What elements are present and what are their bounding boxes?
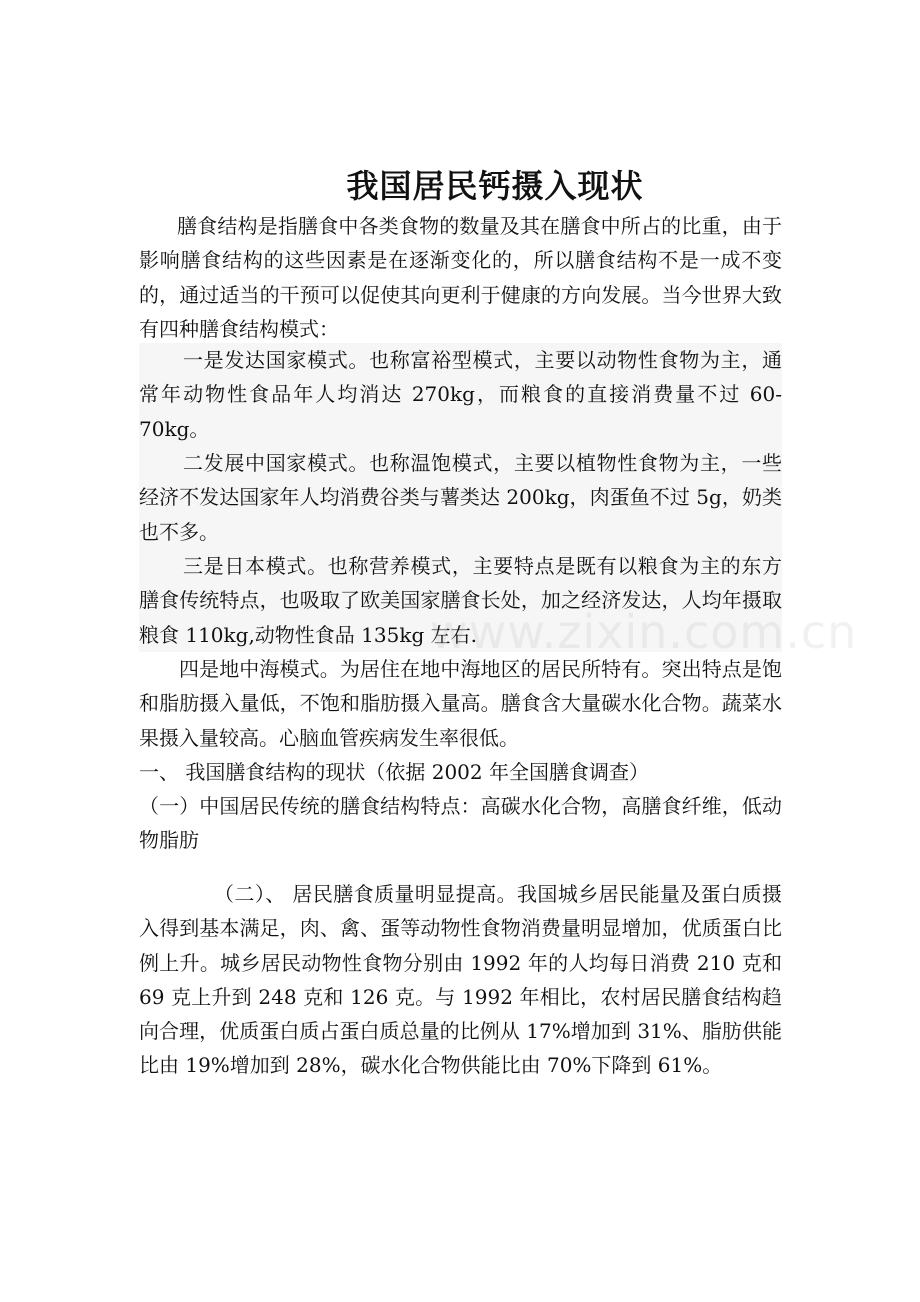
intro-paragraph: 膳食结构是指膳食中各类食物的数量及其在膳食中所占的比重，由于影响膳食结构的这些因素是在逐渐变化的，所以膳食结构不是一成不变的，通过适当的干预可以促使其向更利于健康的方向发展。当今世界大致有四种膳食结构模式： [139,214,782,341]
watermark-text: www.zixin.com.cn [430,605,858,659]
document-title: 我国居民钙摄入现状 [346,167,644,205]
subsection-1-paragraph: （一）中国居民传统的膳食结构特点：高碳水化合物，高膳食纤维，低动物脂肪 [139,794,782,853]
japan-mode-paragraph: 三是日本模式。也称营养模式，主要特点是既有以粮食为主的东方膳食传统特点，也吸取了欧美国家膳食长处，加之经济发达，人均年摄取粮食 110kg,动物性食品 135kg 左右. [139,554,782,647]
developed-country-mode-paragraph: 一是发达国家模式。也称富裕型模式，主要以动物性食物为主，通常年动物性食品年人均消达 270kg，而粮食的直接消费量不过 60-70kg。 [139,348,782,441]
mediterranean-mode-paragraph: 四是地中海模式。为居住在地中海地区的居民所特有。突出特点是饱和脂肪摄入量低，不饱和脂肪摄入量高。膳食含大量碳水化合物。蔬菜水果摄入量较高。心脑血管疾病发生率很低。 [139,657,782,750]
section-heading: 一、 我国膳食结构的现状（依据 2002 年全国膳食调查） [139,760,649,784]
developing-country-mode-paragraph: 二发展中国家模式。也称温饱模式，主要以植物性食物为主，一些经济不发达国家年人均消费谷类与薯类达 200kg，肉蛋鱼不过 5g，奶类也不多。 [139,451,782,544]
subsection-2-paragraph: （二）、 居民膳食质量明显提高。我国城乡居民能量及蛋白质摄入得到基本满足，肉、禽、蛋等动物性食物消费量明显增加，优质蛋白比例上升。城乡居民动物性食物分别由 1992 年的人均每日消费 210 克和 69 克上升到 248 克和 126 克。与 1992 年相比，农村居民膳食结构趋向合理，优质蛋白质占蛋白质总量的比例从 17%增加到 31%、脂肪供能比由 19%增加到 28%，碳水化合物供能比由 70%下降到 61%。 [139,882,782,1078]
